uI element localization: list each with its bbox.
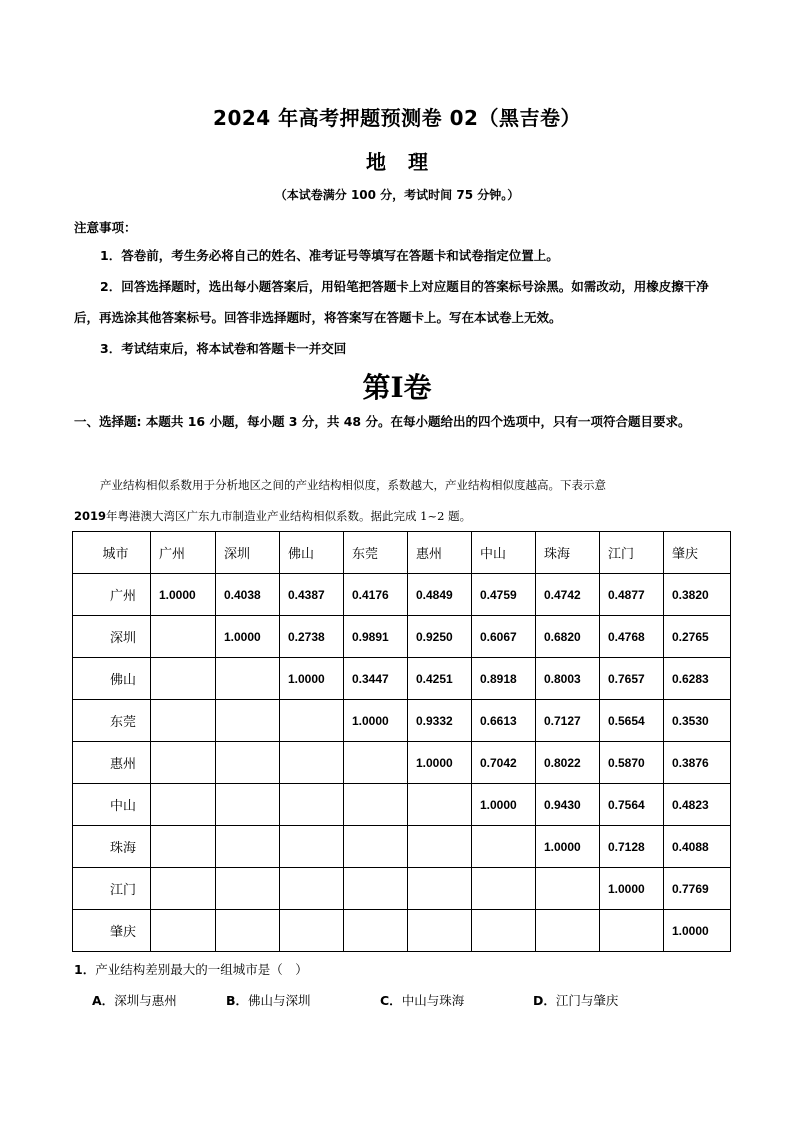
table-cell bbox=[216, 742, 280, 784]
table-row bbox=[73, 742, 731, 784]
table-column-header: 广州 bbox=[151, 532, 216, 574]
choice-a[interactable] bbox=[92, 991, 177, 1009]
table-row bbox=[73, 574, 731, 616]
table-cell bbox=[408, 868, 472, 910]
table-cell: 0.4251 bbox=[408, 658, 472, 700]
table-cell bbox=[216, 700, 280, 742]
table-cell: 0.4038 bbox=[216, 574, 280, 616]
choice-a-letter: A． bbox=[92, 993, 115, 1008]
table-cell: 0.8918 bbox=[472, 658, 536, 700]
table-cell bbox=[151, 826, 216, 868]
choice-c-text: 中山与珠海 bbox=[401, 993, 465, 1008]
table-cell: 0.4176 bbox=[344, 574, 408, 616]
exam-title: 2024 年高考押题预测卷 02（黑吉卷） bbox=[213, 106, 581, 130]
table-cell: 0.4759 bbox=[472, 574, 536, 616]
choice-c[interactable] bbox=[380, 991, 464, 1009]
table-cell: 0.7128 bbox=[600, 826, 664, 868]
table-cell bbox=[344, 868, 408, 910]
question-1 bbox=[74, 960, 308, 978]
table-cell bbox=[408, 826, 472, 868]
table-row bbox=[73, 616, 731, 658]
table-cell bbox=[216, 784, 280, 826]
table-row-city: 佛山 bbox=[73, 658, 151, 700]
passage-line-1: 产业结构相似系数用于分析地区之间的产业结构相似度，系数越大，产业结构相似度越高。下表示意 bbox=[100, 478, 606, 492]
table-cell bbox=[280, 868, 344, 910]
table-column-header: 佛山 bbox=[280, 532, 344, 574]
table-cell bbox=[151, 868, 216, 910]
table-cell: 0.8003 bbox=[536, 658, 600, 700]
table-cell: 0.7564 bbox=[600, 784, 664, 826]
table-cell: 1.0000 bbox=[472, 784, 536, 826]
table-cell bbox=[280, 742, 344, 784]
table-cell: 0.4823 bbox=[664, 784, 731, 826]
subject-title: 地理 bbox=[366, 150, 450, 174]
table-cell bbox=[344, 826, 408, 868]
table-cell: 1.0000 bbox=[600, 868, 664, 910]
table-corner-cell: 城市 bbox=[73, 532, 151, 574]
notice-item-1-text: 1．答卷前，考生务必将自己的姓名、准考证号等填写在答题卡和试卷指定位置上。 bbox=[100, 248, 559, 263]
table-cell: 0.9250 bbox=[408, 616, 472, 658]
table-cell: 0.4742 bbox=[536, 574, 600, 616]
table-cell: 0.7127 bbox=[536, 700, 600, 742]
table-cell: 1.0000 bbox=[280, 658, 344, 700]
table-row-city: 深圳 bbox=[73, 616, 151, 658]
table-row bbox=[73, 826, 731, 868]
table-cell: 0.3820 bbox=[664, 574, 731, 616]
notice-item-3-text: 3．考试结束后，将本试卷和答题卡一并交回 bbox=[100, 341, 347, 356]
table-cell bbox=[151, 616, 216, 658]
table-cell: 0.2765 bbox=[664, 616, 731, 658]
table-cell: 0.4768 bbox=[600, 616, 664, 658]
volume-title: 第Ⅰ卷 bbox=[362, 371, 432, 404]
table-row bbox=[73, 910, 731, 952]
table-cell bbox=[151, 784, 216, 826]
choice-a-text: 深圳与惠州 bbox=[114, 993, 177, 1008]
table-cell: 0.6820 bbox=[536, 616, 600, 658]
choice-c-letter: C． bbox=[380, 993, 402, 1008]
table-cell bbox=[536, 910, 600, 952]
table-cell bbox=[472, 826, 536, 868]
table-cell bbox=[344, 742, 408, 784]
table-row-city: 珠海 bbox=[73, 826, 151, 868]
table-cell bbox=[408, 910, 472, 952]
passage bbox=[74, 470, 724, 532]
table-cell: 1.0000 bbox=[216, 616, 280, 658]
choice-d[interactable] bbox=[533, 991, 618, 1009]
table-cell: 0.3447 bbox=[344, 658, 408, 700]
table-cell: 0.5870 bbox=[600, 742, 664, 784]
table-cell: 0.7657 bbox=[600, 658, 664, 700]
table-column-header: 东莞 bbox=[344, 532, 408, 574]
table-cell bbox=[151, 700, 216, 742]
table-row bbox=[73, 784, 731, 826]
choice-d-letter: D． bbox=[533, 993, 556, 1008]
section-instructions: 一、选择题: 本题共 16 小题，每小题 3 分，共 48 分。在每小题给出的四个选项中，只有一项符合题目要求。 bbox=[74, 414, 691, 429]
table-cell bbox=[280, 826, 344, 868]
table-cell: 0.4877 bbox=[600, 574, 664, 616]
table-cell: 0.6067 bbox=[472, 616, 536, 658]
table-row-city: 广州 bbox=[73, 574, 151, 616]
notice-item-1 bbox=[74, 240, 724, 271]
table-cell: 0.4088 bbox=[664, 826, 731, 868]
table-cell: 0.7769 bbox=[664, 868, 731, 910]
table-cell bbox=[344, 784, 408, 826]
table-row bbox=[73, 700, 731, 742]
table-cell bbox=[344, 910, 408, 952]
table-row bbox=[73, 868, 731, 910]
passage-line-2: 年粤港澳大湾区广东九市制造业产业结构相似系数。据此完成 1~2 题。 bbox=[106, 509, 472, 523]
table-cell bbox=[536, 868, 600, 910]
table-cell bbox=[472, 868, 536, 910]
table-cell: 0.4387 bbox=[280, 574, 344, 616]
notice-item-2 bbox=[74, 271, 724, 333]
table-cell: 0.2738 bbox=[280, 616, 344, 658]
choice-b-text: 佛山与深圳 bbox=[248, 993, 311, 1008]
table-row-city: 东莞 bbox=[73, 700, 151, 742]
table-cell: 0.9891 bbox=[344, 616, 408, 658]
table-cell bbox=[472, 910, 536, 952]
table-cell bbox=[216, 826, 280, 868]
notice-heading: 注意事项： bbox=[74, 220, 137, 235]
question-1-number: 1． bbox=[74, 962, 96, 977]
choice-d-text: 江门与肇庆 bbox=[555, 993, 619, 1008]
table-cell bbox=[151, 658, 216, 700]
table-cell: 1.0000 bbox=[344, 700, 408, 742]
table-row-city: 惠州 bbox=[73, 742, 151, 784]
table-column-header: 深圳 bbox=[216, 532, 280, 574]
table-cell: 0.5654 bbox=[600, 700, 664, 742]
table-cell: 0.3876 bbox=[664, 742, 731, 784]
table-cell: 1.0000 bbox=[664, 910, 731, 952]
table-cell: 0.4849 bbox=[408, 574, 472, 616]
table-cell: 0.6283 bbox=[664, 658, 731, 700]
table-cell: 1.0000 bbox=[408, 742, 472, 784]
notice-item-3 bbox=[74, 333, 724, 364]
table-cell bbox=[151, 910, 216, 952]
table-cell: 1.0000 bbox=[536, 826, 600, 868]
table-cell: 0.8022 bbox=[536, 742, 600, 784]
choice-b-letter: B． bbox=[226, 993, 249, 1008]
table-column-header: 江门 bbox=[600, 532, 664, 574]
table-cell: 0.6613 bbox=[472, 700, 536, 742]
table-cell bbox=[280, 700, 344, 742]
table-cell bbox=[151, 742, 216, 784]
table-cell bbox=[280, 784, 344, 826]
table-cell bbox=[216, 868, 280, 910]
table-row bbox=[73, 658, 731, 700]
table-cell bbox=[216, 658, 280, 700]
table-column-header: 中山 bbox=[472, 532, 536, 574]
table-header-row bbox=[73, 532, 731, 574]
table-cell: 0.9332 bbox=[408, 700, 472, 742]
choice-b[interactable] bbox=[226, 991, 311, 1009]
table-column-header: 珠海 bbox=[536, 532, 600, 574]
similarity-table bbox=[72, 531, 731, 952]
table-column-header: 肇庆 bbox=[664, 532, 731, 574]
table-cell: 0.3530 bbox=[664, 700, 731, 742]
table-cell bbox=[280, 910, 344, 952]
table-cell bbox=[408, 784, 472, 826]
table-column-header: 惠州 bbox=[408, 532, 472, 574]
table-row-city: 江门 bbox=[73, 868, 151, 910]
table-cell: 0.9430 bbox=[536, 784, 600, 826]
table-cell: 1.0000 bbox=[151, 574, 216, 616]
exam-info: （本试卷满分 100 分，考试时间 75 分钟。） bbox=[274, 188, 520, 202]
notice-item-2-text: 2．回答选择题时，选出每小题答案后，用铅笔把答题卡上对应题目的答案标号涂黑。如需改动，用橡皮擦干净后，再选涂其他答案标号。回答非选择题时，将答案写在答题卡上。写在本试卷上无效。 bbox=[74, 279, 709, 325]
table-row-city: 中山 bbox=[73, 784, 151, 826]
table-cell bbox=[600, 910, 664, 952]
question-1-stem: 产业结构差别最大的一组城市是（ ） bbox=[95, 962, 308, 977]
passage-year: 2019 bbox=[74, 509, 107, 523]
table-row-city: 肇庆 bbox=[73, 910, 151, 952]
table-cell bbox=[216, 910, 280, 952]
table-cell: 0.7042 bbox=[472, 742, 536, 784]
